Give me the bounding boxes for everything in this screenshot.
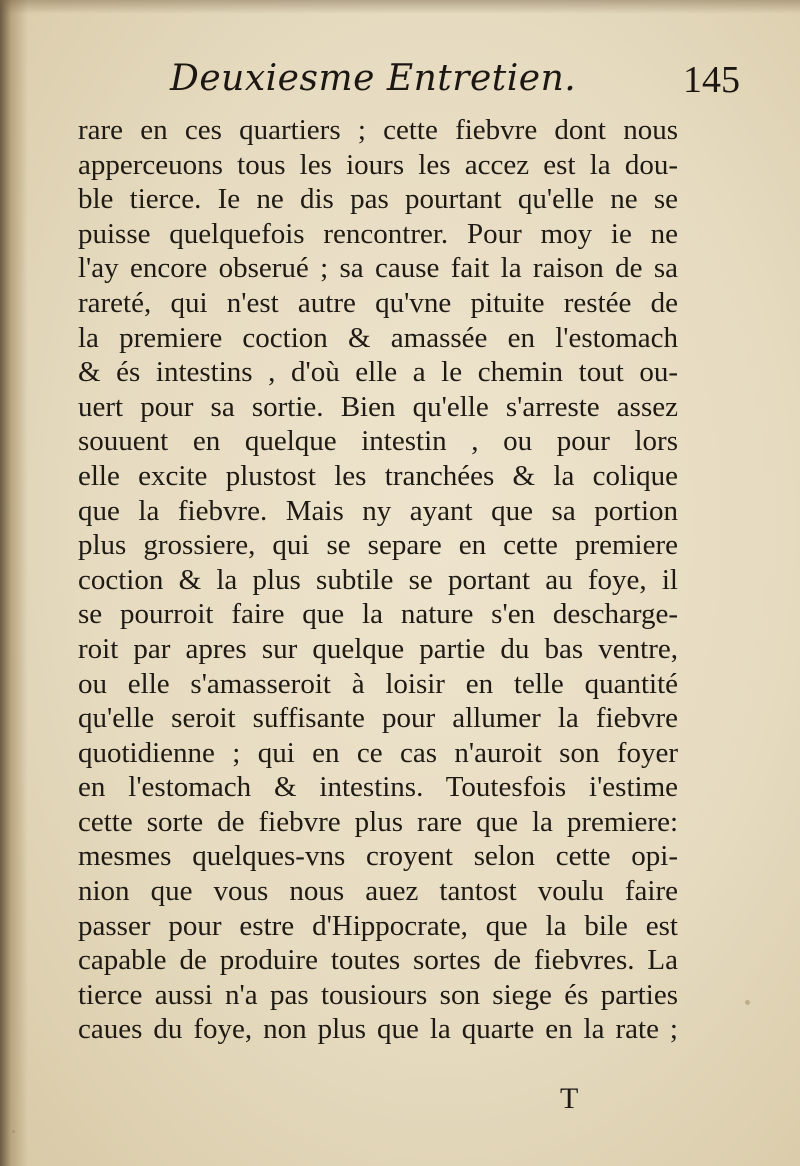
text-line: tierce aussi n'a pas tousiours son siege és parties [78,978,678,1011]
body-text [78,113,678,1047]
text-line: la premiere coction & amassée en l'estomach [78,321,678,354]
text-line: coction & la plus subtile se portant au foye, il [78,563,678,596]
text-line: que la fiebvre. Mais ny ayant que sa portion [78,494,678,527]
paper-speck [745,1000,750,1005]
text-line: ou elle s'amasseroit à loisir en telle quantité [78,667,678,700]
text-line: mesmes quelques-vns croyent selon cette opi- [78,840,678,873]
text-line: ble tierce. Ie ne dis pas pourtant qu'elle ne se [78,183,678,216]
paper-speck [12,1130,15,1133]
text-line: caues du foye, non plus que la quarte en la rate ; [78,1013,678,1046]
text-line: puisse quelquefois rencontrer. Pour moy ie ne [78,217,678,250]
text-line: uert pour sa sortie. Bien qu'elle s'arreste assez [78,390,678,423]
text-line: se pourroit faire que la nature s'en descharge- [78,598,678,631]
text-line: elle excite plustost les tranchées & la colique [78,459,678,492]
text-line: souuent en quelque intestin , ou pour lors [78,425,678,458]
text-line: passer pour estre d'Hippocrate, que la bile est [78,909,678,942]
text-line: apperceuons tous les iours les accez est la dou- [78,148,678,181]
text-line: rareté, qui n'est autre qu'vne pituite restée de [78,286,678,319]
running-title: Deuxiesme Entretien. [170,58,577,99]
text-line: & és intestins , d'où elle a le chemin tout ou- [78,356,678,389]
text-line: roit par apres sur quelque partie du bas ventre, [78,632,678,665]
text-line: l'ay encore obserué ; sa cause fait la raison de sa [78,252,678,285]
text-line: quotidienne ; qui en ce cas n'auroit son foyer [78,736,678,769]
text-line: en l'estomach & intestins. Toutesfois i'estime [78,771,678,804]
text-line: rare en ces quartiers ; cette fiebvre dont nous [78,114,678,146]
top-edge-shadow [0,0,800,14]
text-line: cette sorte de fiebvre plus rare que la premiere: [78,805,678,838]
text-line: capable de produire toutes sortes de fiebvres. La [78,944,678,977]
text-line: plus grossiere, qui se separe en cette premiere [78,529,678,562]
binding-shadow [0,0,28,1166]
running-head [170,58,740,108]
page-number: 145 [683,59,740,101]
catchword: T [560,1082,579,1115]
text-line: nion que vous nous auez tantost voulu faire [78,875,678,908]
text-line: qu'elle seroit suffisante pour allumer la fiebvre [78,702,678,735]
